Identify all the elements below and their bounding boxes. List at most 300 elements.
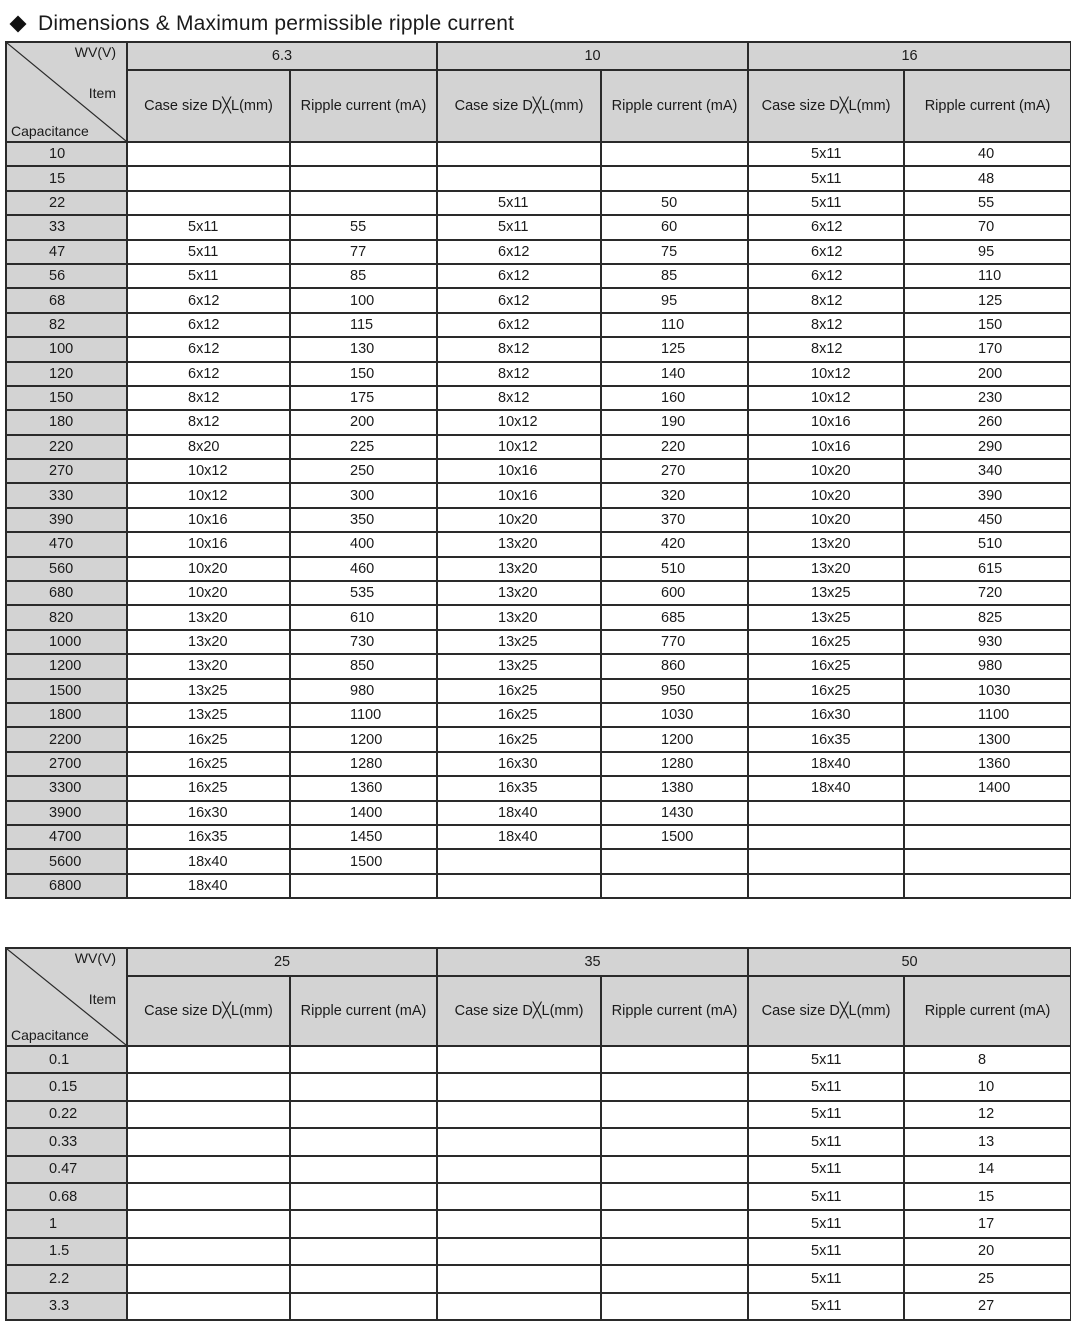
ripple-current-cell: 685 [601,605,748,629]
ripple-current-cell: 48 [904,166,1071,190]
ripple-header: Ripple current (mA) [904,70,1071,142]
ripple-header: Ripple current (mA) [601,70,748,142]
case-size-cell [437,1210,601,1237]
case-size-cell: 13x25 [748,605,904,629]
case-size-cell: 13x20 [127,630,290,654]
ripple-current-cell [601,1293,748,1320]
ripple-current-cell: 25 [904,1265,1071,1292]
wv-label: WV(V) [74,44,116,60]
ripple-current-cell: 340 [904,459,1071,483]
table-row [6,703,1071,727]
table-row [6,508,1071,532]
case-size-cell: 10x16 [127,532,290,556]
case-size-cell: 10x16 [748,435,904,459]
case-size-cell: 16x30 [437,752,601,776]
case-size-cell: 16x35 [748,727,904,751]
table-row [6,337,1071,361]
case-size-cell [127,1183,290,1210]
case-size-header: Case size D╳L(mm) [127,976,290,1046]
capacitance-cell: 390 [6,508,127,532]
case-size-cell: 13x25 [127,703,290,727]
ripple-current-cell: 40 [904,142,1071,166]
case-size-cell: 5x11 [127,215,290,239]
case-size-cell: 16x25 [127,776,290,800]
ripple-current-cell: 10 [904,1073,1071,1100]
table-row [6,215,1071,239]
capacitance-cell: 82 [6,313,127,337]
ripple-current-cell: 930 [904,630,1071,654]
ripple-current-cell [290,191,437,215]
case-size-cell: 5x11 [748,1293,904,1320]
ripple-current-cell [601,1238,748,1265]
capacitance-cell: 1 [6,1210,127,1237]
table-row [6,1156,1071,1183]
ripple-current-cell: 300 [290,483,437,507]
ripple-current-cell [601,1210,748,1237]
ripple-header: Ripple current (mA) [601,976,748,1046]
case-size-cell: 10x20 [748,483,904,507]
case-size-cell: 6x12 [437,264,601,288]
capacitance-cell: 2700 [6,752,127,776]
capacitance-cell: 4700 [6,825,127,849]
case-size-cell: 10x12 [437,435,601,459]
ripple-current-cell: 1400 [904,776,1071,800]
case-size-cell [748,801,904,825]
ripple-current-cell: 200 [290,410,437,434]
case-size-cell: 6x12 [437,288,601,312]
case-size-cell [437,142,601,166]
case-size-cell: 5x11 [127,240,290,264]
case-size-cell: 6x12 [127,288,290,312]
capacitance-cell: 470 [6,532,127,556]
case-size-cell: 8x12 [127,386,290,410]
corner-header-cell [6,948,127,1046]
capacitance-cell: 2200 [6,727,127,751]
case-size-cell: 6x12 [127,337,290,361]
case-size-cell [437,1046,601,1073]
case-size-cell: 10x16 [127,508,290,532]
ripple-current-cell: 290 [904,435,1071,459]
ripple-current-cell [601,849,748,873]
capacitance-cell: 47 [6,240,127,264]
ripple-current-cell: 13 [904,1128,1071,1155]
case-size-cell: 13x20 [748,557,904,581]
case-size-cell: 8x20 [127,435,290,459]
ripple-current-cell [601,1046,748,1073]
capacitance-cell: 0.33 [6,1128,127,1155]
ripple-current-cell: 20 [904,1238,1071,1265]
capacitance-cell: 1.5 [6,1238,127,1265]
ripple-current-cell [601,1073,748,1100]
ripple-current-cell: 250 [290,459,437,483]
table-row [6,581,1071,605]
capacitance-cell: 330 [6,483,127,507]
ripple-current-cell [601,1101,748,1128]
table-row [6,1101,1071,1128]
ripple-current-cell [290,1265,437,1292]
capacitance-cell: 0.15 [6,1073,127,1100]
case-size-cell: 5x11 [748,1210,904,1237]
ripple-current-cell: 95 [904,240,1071,264]
diamond-bullet-icon [10,16,27,33]
ripple-current-cell: 535 [290,581,437,605]
ripple-current-cell [904,801,1071,825]
table-row [6,142,1071,166]
case-size-cell: 16x30 [127,801,290,825]
table-row [6,459,1071,483]
table-row [6,1210,1071,1237]
case-size-cell [127,1238,290,1265]
capacitance-cell: 180 [6,410,127,434]
ripple-current-cell: 320 [601,483,748,507]
ripple-current-cell: 1280 [290,752,437,776]
ripple-current-cell: 260 [904,410,1071,434]
case-size-cell: 6x12 [748,215,904,239]
case-size-cell: 5x11 [748,1238,904,1265]
ripple-current-cell: 1360 [904,752,1071,776]
ripple-current-cell: 1360 [290,776,437,800]
ripple-current-cell: 1030 [904,679,1071,703]
case-size-cell: 13x20 [437,532,601,556]
ripple-current-cell [290,1183,437,1210]
capacitance-cell: 10 [6,142,127,166]
case-size-cell [748,849,904,873]
ripple-current-cell: 420 [601,532,748,556]
ripple-current-cell [290,1238,437,1265]
case-size-cell: 6x12 [748,264,904,288]
case-size-cell [437,1156,601,1183]
case-size-cell [437,1073,601,1100]
case-size-cell [437,849,601,873]
case-size-cell: 16x25 [437,703,601,727]
case-size-cell [437,1101,601,1128]
case-size-cell: 6x12 [437,240,601,264]
case-size-cell: 13x20 [437,605,601,629]
case-size-cell: 10x16 [437,483,601,507]
ripple-current-cell: 85 [290,264,437,288]
case-size-cell [127,1265,290,1292]
case-size-cell: 5x11 [437,191,601,215]
case-size-cell: 5x11 [748,1046,904,1073]
capacitance-cell: 68 [6,288,127,312]
table-row [6,1293,1071,1320]
case-size-cell: 13x25 [437,654,601,678]
ripple-current-cell [904,874,1071,898]
ripple-current-cell: 400 [290,532,437,556]
ripple-current-cell: 140 [601,362,748,386]
case-size-cell [127,1046,290,1073]
case-size-cell: 13x20 [127,605,290,629]
ripple-current-cell: 370 [601,508,748,532]
capacitance-cell: 560 [6,557,127,581]
ripple-current-cell: 225 [290,435,437,459]
table-row [6,240,1071,264]
ripple-current-cell: 1430 [601,801,748,825]
case-size-cell: 5x11 [748,1101,904,1128]
table-row [6,874,1071,898]
table-row [6,532,1071,556]
case-size-cell: 5x11 [437,215,601,239]
ripple-current-cell [290,1128,437,1155]
case-size-cell: 10x16 [437,459,601,483]
case-size-cell: 10x20 [748,459,904,483]
case-size-cell: 18x40 [437,825,601,849]
table-row [6,410,1071,434]
case-size-cell: 8x12 [437,386,601,410]
capacitance-cell: 150 [6,386,127,410]
ripple-current-cell: 730 [290,630,437,654]
ripple-current-cell: 100 [290,288,437,312]
ripple-current-cell: 450 [904,508,1071,532]
ripple-current-cell: 190 [601,410,748,434]
section-title-text: Dimensions & Maximum permissible ripple current [38,12,515,35]
capacitance-cell: 33 [6,215,127,239]
ripple-current-cell: 825 [904,605,1071,629]
case-size-cell: 8x12 [437,362,601,386]
case-size-cell: 13x20 [127,654,290,678]
ripple-current-cell: 55 [290,215,437,239]
table-row [6,386,1071,410]
ripple-current-cell: 1280 [601,752,748,776]
case-size-cell: 16x25 [748,654,904,678]
case-size-cell: 10x20 [127,581,290,605]
capacitance-cell: 5600 [6,849,127,873]
case-size-cell: 8x12 [748,288,904,312]
case-size-cell [127,166,290,190]
ripple-current-cell: 17 [904,1210,1071,1237]
ripple-current-cell: 125 [601,337,748,361]
ripple-current-cell [904,825,1071,849]
ripple-current-cell: 1100 [290,703,437,727]
ripple-current-cell: 980 [290,679,437,703]
ripple-current-cell: 1200 [601,727,748,751]
ripple-current-cell [601,874,748,898]
ripple-current-cell: 950 [601,679,748,703]
capacitance-cell: 0.1 [6,1046,127,1073]
case-size-header: Case size D╳L(mm) [437,976,601,1046]
capacitance-cell: 2.2 [6,1265,127,1292]
table-row [6,776,1071,800]
ripple-current-cell: 125 [904,288,1071,312]
ripple-current-cell: 980 [904,654,1071,678]
case-size-cell: 13x25 [437,630,601,654]
case-size-cell: 18x40 [748,752,904,776]
case-size-cell: 10x12 [748,386,904,410]
case-size-cell: 10x12 [437,410,601,434]
ripple-current-cell: 220 [601,435,748,459]
ripple-current-cell: 55 [904,191,1071,215]
ripple-current-cell: 1400 [290,801,437,825]
case-size-cell: 13x20 [437,581,601,605]
ripple-current-cell: 175 [290,386,437,410]
case-size-cell [127,1293,290,1320]
ripple-current-cell [290,1046,437,1073]
voltage-header: 35 [437,948,748,976]
case-size-cell: 10x12 [127,483,290,507]
corner-header-cell [6,42,127,142]
table-row [6,605,1071,629]
ripple-current-cell: 860 [601,654,748,678]
capacitance-cell: 820 [6,605,127,629]
case-size-cell: 16x25 [127,727,290,751]
ripple-current-cell: 1380 [601,776,748,800]
ripple-current-cell: 230 [904,386,1071,410]
ripple-current-cell: 720 [904,581,1071,605]
case-size-cell: 5x11 [127,264,290,288]
case-size-cell: 18x40 [437,801,601,825]
case-size-cell: 5x11 [748,1265,904,1292]
item-label: Item [88,85,116,101]
ripple-current-cell [290,1210,437,1237]
voltage-header: 16 [748,42,1071,70]
case-size-cell: 8x12 [748,337,904,361]
capacitance-cell: 22 [6,191,127,215]
ripple-current-cell [601,1265,748,1292]
ripple-current-cell [290,1156,437,1183]
capacitance-cell: 100 [6,337,127,361]
voltage-header: 25 [127,948,437,976]
ripple-current-cell: 350 [290,508,437,532]
table-row [6,1046,1071,1073]
ripple-current-cell [601,1128,748,1155]
voltage-header: 10 [437,42,748,70]
ripple-current-cell: 15 [904,1183,1071,1210]
case-size-cell [127,191,290,215]
ripple-current-cell: 50 [601,191,748,215]
capacitance-label: Capacitance [11,1027,89,1043]
capacitance-cell: 3900 [6,801,127,825]
table-row [6,849,1071,873]
table-row [6,557,1071,581]
ripple-current-cell: 170 [904,337,1071,361]
capacitance-cell: 1800 [6,703,127,727]
case-size-cell: 18x40 [127,849,290,873]
ripple-current-cell: 1200 [290,727,437,751]
ripple-current-cell: 115 [290,313,437,337]
ripple-header: Ripple current (mA) [290,976,437,1046]
ripple-current-cell: 1500 [601,825,748,849]
ripple-current-cell [290,1293,437,1320]
ripple-table-high-voltage [5,947,1071,1321]
ripple-current-cell: 8 [904,1046,1071,1073]
ripple-current-cell: 770 [601,630,748,654]
capacitance-cell: 15 [6,166,127,190]
case-size-cell: 10x16 [748,410,904,434]
wv-label: WV(V) [74,950,116,966]
ripple-current-cell [290,1073,437,1100]
ripple-current-cell [601,1183,748,1210]
case-size-cell: 8x12 [748,313,904,337]
capacitance-cell: 0.68 [6,1183,127,1210]
case-size-cell: 13x20 [748,532,904,556]
table-row [6,435,1071,459]
case-size-cell: 10x12 [748,362,904,386]
table-row [6,1238,1071,1265]
case-size-cell [437,166,601,190]
case-size-cell: 13x25 [127,679,290,703]
capacitance-cell: 6800 [6,874,127,898]
case-size-cell: 16x30 [748,703,904,727]
case-size-cell [437,1265,601,1292]
table-row [6,679,1071,703]
case-size-cell: 6x12 [748,240,904,264]
ripple-current-cell: 270 [601,459,748,483]
case-size-cell: 16x25 [127,752,290,776]
case-size-cell: 18x40 [127,874,290,898]
case-size-cell [748,874,904,898]
table-row [6,801,1071,825]
ripple-current-cell [290,166,437,190]
table-row [6,630,1071,654]
ripple-current-cell: 150 [904,313,1071,337]
table-row [6,191,1071,215]
ripple-current-cell: 110 [601,313,748,337]
ripple-current-cell: 510 [601,557,748,581]
case-size-cell [127,1128,290,1155]
case-size-header: Case size D╳L(mm) [748,976,904,1046]
ripple-current-cell: 14 [904,1156,1071,1183]
capacitance-cell: 1000 [6,630,127,654]
ripple-current-cell: 1030 [601,703,748,727]
case-size-cell [127,1156,290,1183]
ripple-current-cell: 27 [904,1293,1071,1320]
item-label: Item [88,991,116,1007]
case-size-cell [437,874,601,898]
capacitance-cell: 3.3 [6,1293,127,1320]
case-size-cell [127,1101,290,1128]
ripple-current-cell [601,1156,748,1183]
ripple-current-cell [290,142,437,166]
capacitance-cell: 0.47 [6,1156,127,1183]
case-size-cell: 10x20 [127,557,290,581]
ripple-current-cell: 615 [904,557,1071,581]
case-size-cell: 16x25 [748,630,904,654]
ripple-current-cell: 600 [601,581,748,605]
table-row [6,825,1071,849]
table-row [6,264,1071,288]
case-size-cell: 5x11 [748,142,904,166]
case-size-cell: 5x11 [748,166,904,190]
ripple-current-cell [290,874,437,898]
table-row [6,1265,1071,1292]
ripple-current-cell: 75 [601,240,748,264]
ripple-current-cell: 95 [601,288,748,312]
case-size-cell [437,1183,601,1210]
capacitance-cell: 1200 [6,654,127,678]
case-size-cell: 5x11 [748,1156,904,1183]
table-row [6,1073,1071,1100]
table-row [6,1128,1071,1155]
case-size-cell [127,142,290,166]
case-size-cell: 16x25 [437,679,601,703]
table-row [6,654,1071,678]
case-size-cell: 16x25 [748,679,904,703]
ripple-current-cell: 200 [904,362,1071,386]
ripple-current-cell: 1300 [904,727,1071,751]
table-row [6,362,1071,386]
case-size-cell: 16x25 [437,727,601,751]
case-size-header: Case size D╳L(mm) [437,70,601,142]
voltage-header: 50 [748,948,1071,976]
ripple-current-cell: 70 [904,215,1071,239]
table-row [6,727,1071,751]
ripple-current-cell: 160 [601,386,748,410]
table-row [6,313,1071,337]
capacitance-cell: 220 [6,435,127,459]
ripple-current-cell [290,1101,437,1128]
ripple-current-cell: 850 [290,654,437,678]
case-size-cell: 5x11 [748,1128,904,1155]
